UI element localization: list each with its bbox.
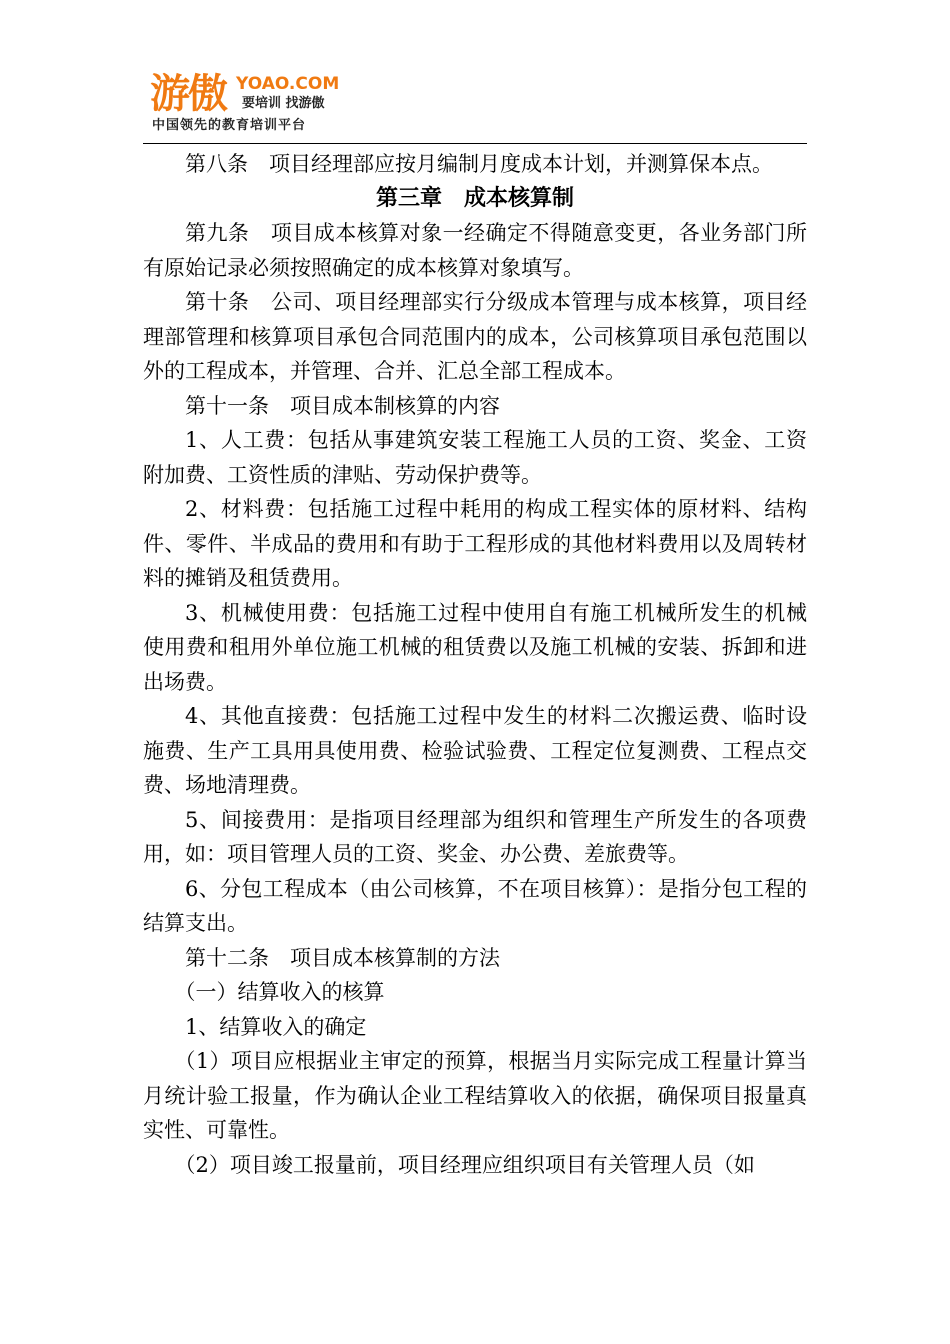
- subsection-income-determination: 1、结算收入的确定: [185, 1014, 367, 1039]
- article-12: 第十二条 项目成本核算制的方法: [185, 945, 500, 970]
- document-body: [143, 147, 807, 1182]
- article-9: 第九条 项目成本核算对象一经确定不得随意变更，各业务部门所有原始记录必须按照确定的成本核算对象填写。: [143, 221, 807, 280]
- article-10: 第十条 公司、项目经理部实行分级成本管理与成本核算，项目经理部管理和核算项目承包合同范围内的成本，公司核算项目承包范围以外的工程成本，并管理、合并、汇总全部工程成本。: [143, 290, 807, 383]
- yoao-logo: [150, 72, 360, 138]
- article-11: 第十一条 项目成本制核算的内容: [185, 393, 500, 418]
- clause-2: （2）项目竣工报量前，项目经理应组织项目有关管理人员（如: [174, 1152, 755, 1177]
- clause-1: （1）项目应根据业主审定的预算，根据当月实际完成工程量计算当月统计验工报量，作为确认企业工程结算收入的依据，确保项目报量真实性、可靠性。: [143, 1049, 807, 1142]
- logo-chinese-name: 游傲: [150, 71, 226, 117]
- logo-slogan: 中国领先的教育培训平台: [152, 118, 307, 133]
- logo-domain: YOAO.COM: [236, 74, 340, 94]
- article-8: 第八条 项目经理部应按月编制月度成本计划，并测算保本点。: [185, 152, 773, 176]
- chapter-title: 第三章 成本核算制: [375, 185, 574, 211]
- cost-item-indirect: 5、间接费用：是指项目经理部为组织和管理生产所发生的各项费用，如：项目管理人员的工资、奖金、办公费、差旅费等。: [143, 807, 807, 866]
- logo-tagline: 要培训 找游傲: [242, 96, 325, 111]
- cost-item-other-direct: 4、其他直接费：包括施工过程中发生的材料二次搬运费、临时设施费、生产工具用具使用费、检验试验费、工程定位复测费、工程点交费、场地清理费。: [143, 704, 807, 797]
- cost-item-subcontract: 6、分包工程成本（由公司核算，不在项目核算）：是指分包工程的结算支出。: [143, 876, 807, 935]
- cost-item-materials: 2、材料费：包括施工过程中耗用的构成工程实体的原材料、结构件、零件、半成品的费用和有助于工程形成的其他材料费用以及周转材料的摊销及租赁费用。: [143, 497, 807, 590]
- cost-item-machinery: 3、机械使用费：包括施工过程中使用自有施工机械所发生的机械使用费和租用外单位施工机械的租赁费以及施工机械的安装、拆卸和进出场费。: [143, 600, 807, 694]
- header-divider: [143, 143, 807, 144]
- cost-item-labor: 1、人工费：包括从事建筑安装工程施工人员的工资、奖金、工资附加费、工资性质的津贴、劳动保护费等。: [143, 428, 807, 487]
- section-settlement-income: （一）结算收入的核算: [174, 980, 385, 1004]
